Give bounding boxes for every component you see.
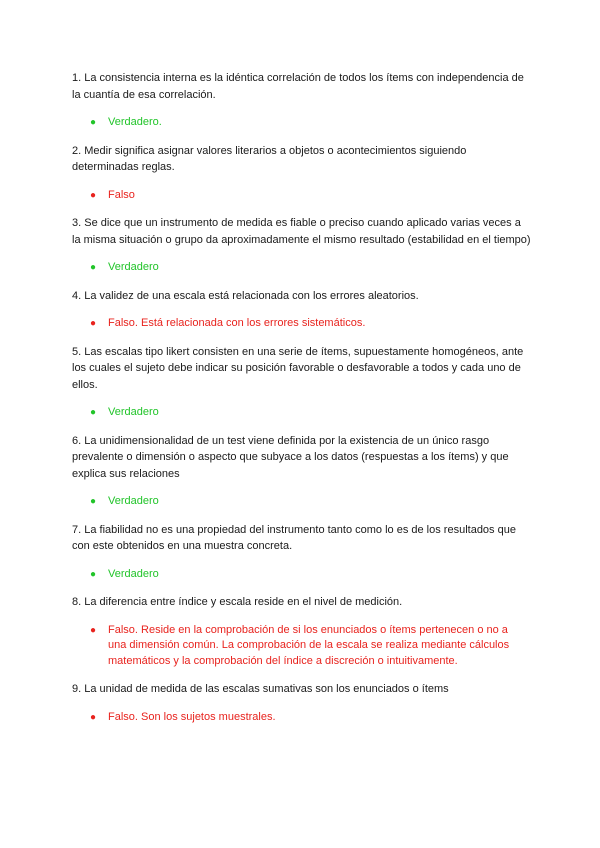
answer-2-text: Falso: [108, 188, 135, 201]
answer-list-1: [72, 115, 532, 131]
bullet-icon: ●: [90, 189, 97, 201]
bullet-icon: ●: [90, 117, 97, 128]
bullet-icon: ●: [90, 262, 97, 273]
answer-9-text: Falso. Son los sujetos muestrales.: [108, 710, 276, 723]
bullet-icon: ●: [90, 624, 97, 636]
answer-8: [72, 623, 518, 670]
bullet-icon: ●: [90, 407, 97, 418]
answer-4-text: Falso. Está relacionada con los errores sistemáticos.: [108, 317, 366, 329]
answer-4: [72, 316, 532, 332]
answer-6-text: Verdadero: [108, 495, 159, 507]
answer-3: [72, 260, 532, 276]
answer-8-text: Falso. Reside en la comprobación de si los enunciados o ítems pertenecen o no a una dimensión común. La comprobación de la escala se realiza mediante cálculos matemáticos y la comprobación del índice a discreción o intuitivamente.: [108, 623, 510, 667]
answer-list-4: [72, 316, 532, 332]
question-3: 3. Se dice que un instrumento de medida es fiable o preciso cuando aplicado varias veces a la misma situación o grupo da aproximadamente el mismo resultado (estabilidad en el tiempo): [72, 217, 531, 246]
answer-list-8: [72, 623, 532, 670]
answer-list-6: [72, 494, 532, 510]
question-1: 1. La consistencia interna es la idéntica correlación de todos los ítems con independencia de la cuantía de esa correlación.: [72, 72, 524, 101]
answer-3-text: Verdadero: [108, 261, 159, 273]
question-4: 4. La validez de una escala está relacionada con los errores aleatorios.: [72, 289, 419, 302]
answer-2: [72, 188, 532, 204]
bullet-icon: ●: [90, 711, 97, 723]
question-9: 9. La unidad de medida de las escalas sumativas son los enunciados o ítems: [72, 683, 449, 695]
question-8: 8. La diferencia entre índice y escala reside en el nivel de medición.: [72, 596, 403, 608]
question-2: 2. Medir significa asignar valores literarios a objetos o acontecimientos siguiendo determinadas reglas.: [72, 144, 467, 173]
answer-7-text: Verdadero: [108, 567, 159, 580]
document-page: [72, 70, 532, 725]
bullet-icon: ●: [90, 318, 97, 329]
answer-list-7: [72, 567, 532, 583]
answer-list-9: [72, 710, 532, 726]
answer-1: [72, 115, 532, 131]
answer-list-5: [72, 405, 532, 421]
answer-6: [72, 494, 532, 510]
answer-9: [72, 710, 532, 726]
answer-5: [72, 405, 532, 421]
answer-list-3: [72, 260, 532, 276]
bullet-icon: ●: [90, 568, 97, 580]
bullet-icon: ●: [90, 496, 97, 507]
answer-7: [72, 567, 532, 583]
answer-list-2: [72, 188, 532, 204]
question-5: 5. Las escalas tipo likert consisten en una serie de ítems, supuestamente homogéneos, ante los cuales el sujeto debe indicar su posición favorable o desfavorable a todos y cada uno de ellos.: [72, 345, 524, 391]
question-7: 7. La fiabilidad no es una propiedad del instrumento tanto como lo es de los resultados que con este obtenidos en una muestra concreta.: [72, 523, 516, 552]
question-6: 6. La unidimensionalidad de un test viene definida por la existencia de un único rasgo prevalente o dimensión o aspecto que subyace a los datos (respuestas a los ítems) y que explica sus relaciones: [72, 434, 509, 480]
answer-5-text: Verdadero: [108, 406, 159, 418]
answer-1-text: Verdadero.: [108, 116, 162, 128]
